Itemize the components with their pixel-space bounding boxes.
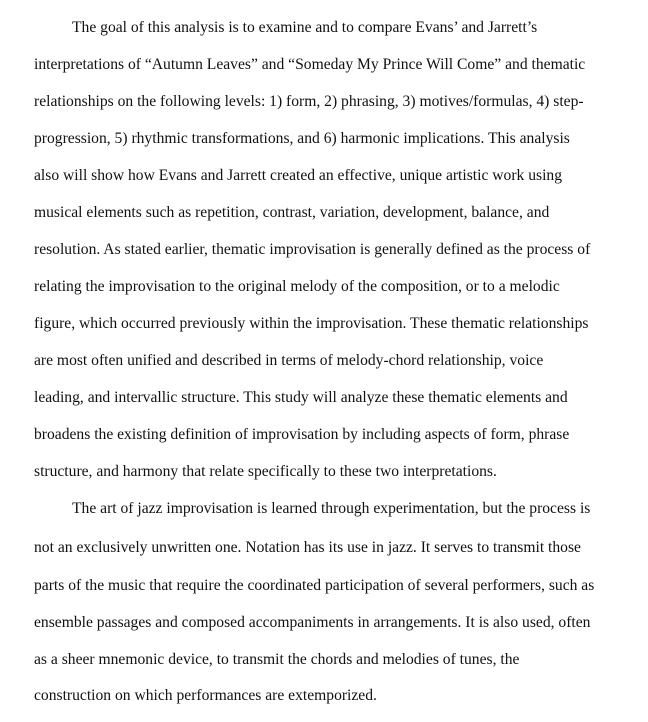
text-line: relationships on the following levels: 1) form, 2) phrasing, 3) motives/formulas, 4) step- bbox=[34, 93, 584, 110]
text-line: not an exclusively unwritten one. Notation has its use in jazz. It serves to transmit those bbox=[34, 539, 581, 556]
text-line: The art of jazz improvisation is learned through experimentation, but the process is bbox=[72, 500, 591, 517]
text-line: structure, and harmony that relate specifically to these two interpretations. bbox=[34, 463, 497, 480]
text-line: progression, 5) rhythmic transformations, and 6) harmonic implications. This analysis bbox=[34, 130, 570, 147]
text-line: as a sheer mnemonic device, to transmit the chords and melodies of tunes, the bbox=[34, 651, 520, 668]
text-line: also will show how Evans and Jarrett created an effective, unique artistic work using bbox=[34, 167, 563, 184]
text-line: interpretations of “Autumn Leaves” and “Someday My Prince Will Come” and thematic bbox=[34, 56, 586, 73]
text-line: are most often unified and described in terms of melody-chord relationship, voice bbox=[34, 352, 544, 369]
text-line: ensemble passages and composed accompaniments in arrangements. It is also used, often bbox=[34, 614, 591, 631]
text-line: musical elements such as repetition, contrast, variation, development, balance, and bbox=[34, 204, 550, 221]
text-line: The goal of this analysis is to examine and to compare Evans’ and Jarrett’s bbox=[72, 19, 538, 36]
text-line: broadens the existing definition of improvisation by including aspects of form, phrase bbox=[34, 426, 570, 443]
text-line: parts of the music that require the coordinated participation of several performers, such as bbox=[34, 577, 595, 594]
text-line: resolution. As stated earlier, thematic improvisation is generally defined as the process of bbox=[34, 241, 591, 258]
text-line: leading, and intervallic structure. This study will analyze these thematic elements and bbox=[34, 389, 568, 406]
text-line: construction on which performances are extemporized. bbox=[34, 687, 377, 704]
text-line: figure, which occurred previously within the improvisation. These thematic relationships bbox=[34, 315, 589, 332]
text-line: relating the improvisation to the original melody of the composition, or to a melodic bbox=[34, 278, 560, 295]
